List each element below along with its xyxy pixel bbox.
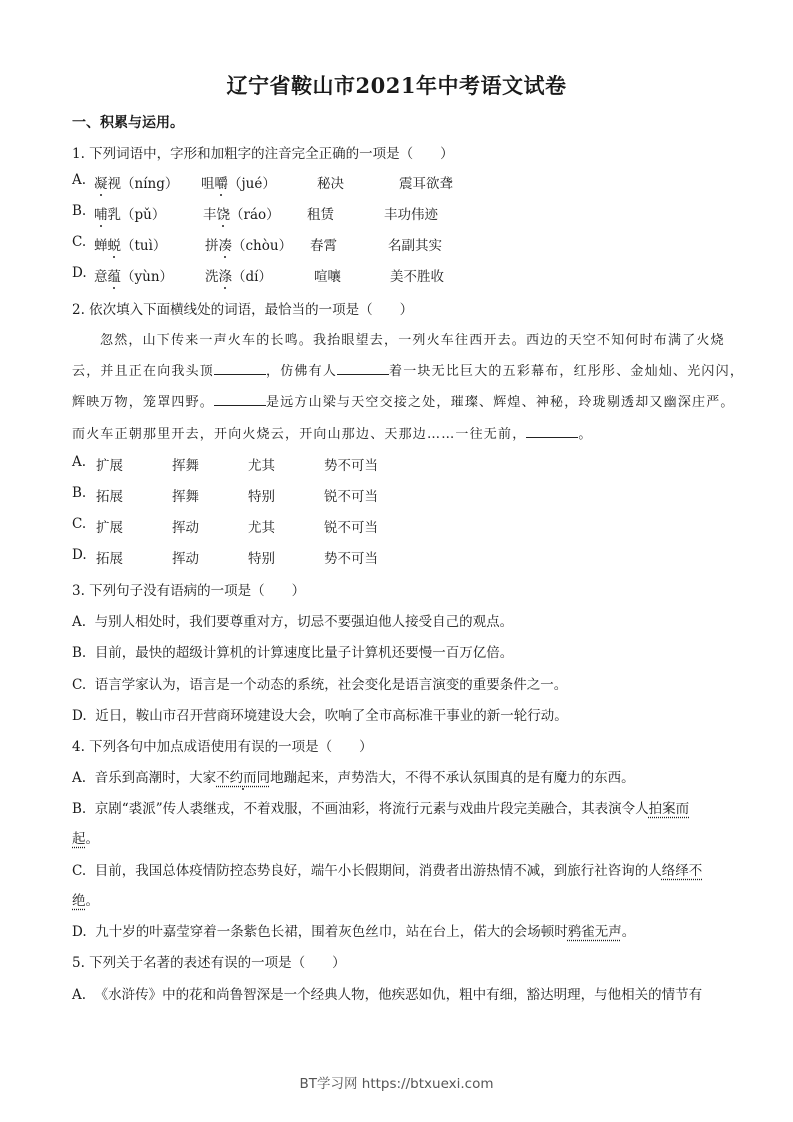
emphasis-idiom: 络绎不 — [661, 863, 703, 879]
emphasis-idiom: 鸦雀无声 — [567, 924, 622, 940]
watermark-footer: BT学习网 https://btxuexi.com — [299, 1076, 494, 1092]
question-1-stem: 1. 下列词语中，字形和加粗字的注音完全正确的一项是（ ） — [72, 146, 454, 162]
emphasis-idiom: 绝 — [72, 893, 86, 909]
emphasis-char: 蜕 — [108, 234, 122, 254]
q4-option-c-cont: 绝。 — [72, 893, 99, 909]
emphasis-char: 哺 — [94, 203, 108, 223]
passage-line-1: 忽然，山下传来一声火车的长鸣。我抬眼望去，一列火车往西开去。西边的天空不知何时布满了火烧 — [100, 333, 725, 348]
fill-blank-4 — [526, 425, 578, 438]
emphasis-idiom: 拍案而 — [648, 801, 690, 817]
emphasis-char: 凑 — [219, 234, 233, 254]
section-heading: 一、积累与运用。 — [72, 115, 184, 131]
q4-option-a: A. 音乐到高潮时，大家不约而同地蹦起来，声势浩大，不得不承认氛围真的是有魔力的东西。 — [72, 766, 635, 786]
emphasis-idiom: 起 — [72, 831, 86, 847]
question-4-stem: 4. 下列各句中加点成语使用有误的一项是（ ） — [72, 739, 373, 755]
page-title: 辽宁省鞍山市2021年中考语文试卷 — [226, 73, 567, 98]
question-2-stem: 2. 依次填入下面横线处的词语，最恰当的一项是（ ） — [72, 302, 414, 318]
exam-page: 辽宁省鞍山市2021年中考语文试卷 一、积累与运用。 1. 下列词语中，字形和加粗字的注音完全正确的一项是（ ） A. 凝视（níng） 咀嚼（jué） 秘决 震耳欲聋 B. 哺乳（pǔ） 丰饶（ráo） 租赁 丰功伟迹 C. 蝉蜕（tuì） 拼凑（chòu） 春霄 名副其实 D. 意蕴（yùn） 洗涤（dí） 喧嚷 美不胜收 2. 依次填入下面横线处的词语，最恰当的一项是（ ） 忽然，山下传来一声火车的长鸣。我抬眼望去，一列火车往西开去。西边的天空不知何时布满了火烧 云，并且正在向我头顶 ，仿佛有人 着一块无比巨大的五彩幕布，红彤彤、金灿灿、光闪闪， 辉映万物，笼罩四野。 是远方山梁与天空交接之处，璀璨、辉煌、神秘，玲珑剔透却又幽深庄严。 而火车正朝那里开去，开向火烧云，开向山那边、天那边……一往无前， 。 A. 扩展 挥舞 尤其 势不可当 B. 拓展 挥舞 特别 锐不可当 C. 扩展 挥动 尤其 锐不可当 D. 拓展 挥动 特别 势不可当 3. 下列句子没有语病的一项是（ ） A. 与别人相处时，我们要尊重对方，切忌不要强迫他人接受自己的观点。 B. 目前，最快的超级计算机的计算速度比量子计算机还要慢一百万亿倍。 C. 语言学家认为，语言是一个动态的系统，社会变化是语言演变的重要条件之一。 D. 近日，鞍山市召开营商环境建设大会，吹响了全市高标准干事业的新一轮行动。 4. 下列各句中加点成语使用有误的一项是（ ） A. 音乐到高潮时，大家不约而同地蹦起来，声势浩大，不得不承认氛围真的是有魔力的东西。 B. 京剧“裘派”传人裘继戎，不着戏服，不画油彩，将流行元素与戏曲片段完美融合，其表演令人拍案而 起。 C. 目前，我国总体疫情防控态势良好，端午小长假期间，消费者出游热情不减，到旅行社咨询的人络绎不 绝。 D. 九十岁的叶嘉莹穿着一条紫色长裙，围着灰色丝巾，站在台上，偌大的会场顿时鸦雀无声。 5. 下列关于名著的表述有误的一项是（ ） A. 《水浒传》中的花和尚鲁智深是一个经典人物，他疾恶如仇，粗中有细，豁达明理，与他相关的情节有 BT学习网 https://btxuexi.com — [0, 0, 793, 1122]
question-3-stem: 3. 下列句子没有语病的一项是（ ） — [72, 583, 306, 599]
q4-option-d: D. 九十岁的叶嘉莹穿着一条紫色长裙，围着灰色丝巾，站在台上，偌大的会场顿时鸦雀无声。 — [72, 924, 636, 940]
q5-option-a: A. 《水浒传》中的花和尚鲁智深是一个经典人物，他疾恶如仇，粗中有细，豁达明理，与他相关的情节有 — [72, 987, 703, 1003]
emphasis-char: 蕴 — [108, 265, 122, 285]
emphasis-char: 凝 — [94, 172, 108, 192]
q4-option-b-cont: 起。 — [72, 831, 99, 847]
emphasis-char: 涤 — [219, 265, 233, 285]
emphasis-idiom: 不约而同 — [216, 766, 270, 786]
emphasis-char: 嚼 — [215, 172, 229, 192]
fill-blank-1 — [214, 362, 266, 375]
fill-blank-2 — [337, 362, 389, 375]
q3-option-b: B. 目前，最快的超级计算机的计算速度比量子计算机还要慢一百万亿倍。 — [72, 645, 514, 661]
passage-line-4: 而火车正朝那里开去，开向火烧云，开向山那边、天那边……一往无前， 。 — [72, 427, 593, 442]
q3-option-a: A. 与别人相处时，我们要尊重对方，切忌不要强迫他人接受自己的观点。 — [72, 614, 514, 630]
emphasis-char: 饶 — [217, 203, 231, 223]
q3-option-c: C. 语言学家认为，语言是一个动态的系统，社会变化是语言演变的重要条件之一。 — [72, 677, 568, 693]
fill-blank-3 — [214, 393, 266, 406]
q3-option-d: D. 近日，鞍山市召开营商环境建设大会，吹响了全市高标准干事业的新一轮行动。 — [72, 708, 568, 724]
passage-line-3: 辉映万物，笼罩四野。 是远方山梁与天空交接之处，璀璨、辉煌、神秘，玲珑剔透却又幽深庄严。 — [72, 395, 735, 410]
q4-option-b: B. 京剧“裘派”传人裘继戎，不着戏服，不画油彩，将流行元素与戏曲片段完美融合，其表演令人拍案而 — [72, 801, 690, 817]
question-5-stem: 5. 下列关于名著的表述有误的一项是（ ） — [72, 955, 346, 971]
passage-line-2: 云，并且正在向我头顶 ，仿佛有人 着一块无比巨大的五彩幕布，红彤彤、金灿灿、光闪闪， — [72, 364, 745, 379]
q4-option-c: C. 目前，我国总体疫情防控态势良好，端午小长假期间，消费者出游热情不减，到旅行社咨询的人络绎不 — [72, 863, 703, 879]
